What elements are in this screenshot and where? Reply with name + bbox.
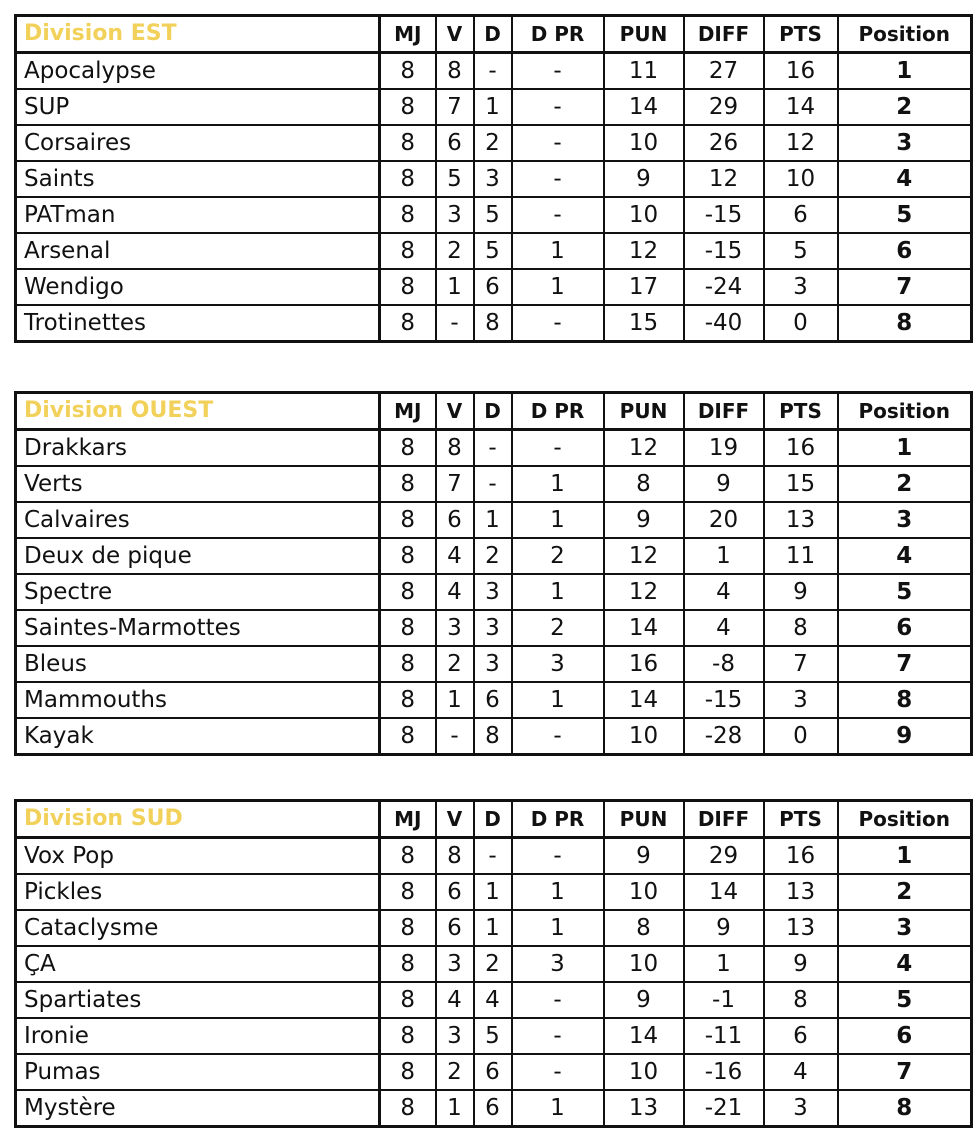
pts-value: 9 [764,574,838,610]
v-value: 2 [436,1054,474,1090]
pun-value: 9 [604,838,684,875]
team-name: Arsenal [16,233,380,269]
d-pr-value: - [512,53,604,90]
diff-value: -11 [684,1018,764,1054]
pts-value: 16 [764,838,838,875]
pun-value: 12 [604,538,684,574]
diff-value: -15 [684,682,764,718]
table-row [16,910,972,946]
position-value: 7 [838,269,972,305]
mj-value: 8 [380,1018,436,1054]
position-value: 1 [838,838,972,875]
d-value: 3 [474,610,512,646]
table-row [16,838,972,875]
table-row [16,430,972,467]
position-value: 4 [838,161,972,197]
pun-value: 11 [604,53,684,90]
diff-value: -16 [684,1054,764,1090]
diff-value: 29 [684,838,764,875]
header-row [16,16,972,53]
column-header-d-pr: D PR [512,393,604,430]
pun-value: 12 [604,430,684,467]
column-header-v: V [436,393,474,430]
table-row [16,682,972,718]
pun-value: 14 [604,89,684,125]
team-name: PATman [16,197,380,233]
v-value: 7 [436,466,474,502]
mj-value: 8 [380,269,436,305]
mj-value: 8 [380,574,436,610]
mj-value: 8 [380,430,436,467]
pts-value: 16 [764,430,838,467]
v-value: - [436,305,474,342]
pts-value: 5 [764,233,838,269]
position-value: 2 [838,466,972,502]
diff-value: 9 [684,466,764,502]
team-name: Ironie [16,1018,380,1054]
mj-value: 8 [380,502,436,538]
column-header-mj: MJ [380,801,436,838]
pts-value: 4 [764,1054,838,1090]
v-value: 6 [436,125,474,161]
column-header-position: Position [838,393,972,430]
team-name: Saintes-Marmottes [16,610,380,646]
d-value: 5 [474,1018,512,1054]
d-value: 8 [474,305,512,342]
d-pr-value: - [512,161,604,197]
pts-value: 8 [764,982,838,1018]
division-ouest-table [14,391,973,756]
team-name: SUP [16,89,380,125]
v-value: 3 [436,1018,474,1054]
pts-value: 8 [764,610,838,646]
d-pr-value: 3 [512,646,604,682]
pts-value: 3 [764,269,838,305]
mj-value: 8 [380,874,436,910]
position-value: 1 [838,53,972,90]
team-name: Vox Pop [16,838,380,875]
division-sud-table [14,799,973,1128]
v-value: 5 [436,161,474,197]
diff-value: 29 [684,89,764,125]
table-row [16,718,972,755]
d-pr-value: - [512,838,604,875]
d-value: 6 [474,682,512,718]
mj-value: 8 [380,1090,436,1127]
division-title: Division OUEST [16,393,380,430]
pts-value: 3 [764,682,838,718]
header-row [16,393,972,430]
d-pr-value: 1 [512,269,604,305]
column-header-position: Position [838,16,972,53]
v-value: 3 [436,197,474,233]
v-value: 3 [436,610,474,646]
d-value: - [474,53,512,90]
d-pr-value: - [512,197,604,233]
d-pr-value: - [512,125,604,161]
d-value: 6 [474,269,512,305]
diff-value: -1 [684,982,764,1018]
position-value: 3 [838,125,972,161]
pts-value: 13 [764,874,838,910]
mj-value: 8 [380,89,436,125]
column-header-pts: PTS [764,801,838,838]
pts-value: 16 [764,53,838,90]
v-value: 4 [436,982,474,1018]
column-header-pun: PUN [604,801,684,838]
v-value: 6 [436,910,474,946]
team-name: Mystère [16,1090,380,1127]
mj-value: 8 [380,1054,436,1090]
mj-value: 8 [380,53,436,90]
team-name: Verts [16,466,380,502]
position-value: 4 [838,538,972,574]
position-value: 9 [838,718,972,755]
mj-value: 8 [380,197,436,233]
pts-value: 9 [764,946,838,982]
table-row [16,89,972,125]
pun-value: 14 [604,682,684,718]
position-value: 2 [838,89,972,125]
table-row [16,1018,972,1054]
pun-value: 10 [604,125,684,161]
table-row [16,161,972,197]
mj-value: 8 [380,982,436,1018]
pts-value: 15 [764,466,838,502]
pts-value: 14 [764,89,838,125]
position-value: 3 [838,910,972,946]
v-value: 8 [436,838,474,875]
d-pr-value: 1 [512,233,604,269]
column-header-v: V [436,801,474,838]
position-value: 8 [838,682,972,718]
division-title: Division SUD [16,801,380,838]
team-name: ÇA [16,946,380,982]
d-value: 1 [474,910,512,946]
mj-value: 8 [380,538,436,574]
team-name: Drakkars [16,430,380,467]
d-pr-value: - [512,718,604,755]
v-value: - [436,718,474,755]
d-pr-value: - [512,982,604,1018]
pun-value: 9 [604,161,684,197]
v-value: 2 [436,646,474,682]
d-value: 1 [474,502,512,538]
diff-value: -28 [684,718,764,755]
table-row [16,946,972,982]
d-value: - [474,466,512,502]
pun-value: 12 [604,233,684,269]
pun-value: 9 [604,982,684,1018]
team-name: Spectre [16,574,380,610]
team-name: Wendigo [16,269,380,305]
d-pr-value: 1 [512,910,604,946]
pun-value: 14 [604,1018,684,1054]
column-header-diff: DIFF [684,801,764,838]
diff-value: 20 [684,502,764,538]
pun-value: 13 [604,1090,684,1127]
column-header-d: D [474,16,512,53]
d-value: - [474,430,512,467]
pts-value: 7 [764,646,838,682]
d-pr-value: 2 [512,610,604,646]
column-header-d-pr: D PR [512,801,604,838]
pts-value: 6 [764,1018,838,1054]
pun-value: 16 [604,646,684,682]
mj-value: 8 [380,682,436,718]
pts-value: 12 [764,125,838,161]
d-pr-value: 1 [512,1090,604,1127]
pun-value: 8 [604,466,684,502]
v-value: 1 [436,682,474,718]
position-value: 5 [838,574,972,610]
position-value: 6 [838,610,972,646]
table-row [16,646,972,682]
d-pr-value: 1 [512,874,604,910]
diff-value: -24 [684,269,764,305]
table-row [16,53,972,90]
team-name: Trotinettes [16,305,380,342]
team-name: Mammouths [16,682,380,718]
pts-value: 13 [764,502,838,538]
diff-value: 14 [684,874,764,910]
pts-value: 11 [764,538,838,574]
column-header-pun: PUN [604,16,684,53]
pts-value: 0 [764,305,838,342]
mj-value: 8 [380,718,436,755]
table-row [16,610,972,646]
table-row [16,874,972,910]
pun-value: 10 [604,718,684,755]
position-value: 3 [838,502,972,538]
diff-value: 19 [684,430,764,467]
v-value: 8 [436,53,474,90]
diff-value: 4 [684,574,764,610]
pun-value: 10 [604,1054,684,1090]
mj-value: 8 [380,910,436,946]
d-pr-value: - [512,430,604,467]
column-header-mj: MJ [380,16,436,53]
mj-value: 8 [380,161,436,197]
pun-value: 15 [604,305,684,342]
pun-value: 14 [604,610,684,646]
d-pr-value: - [512,1018,604,1054]
table-row [16,125,972,161]
column-header-v: V [436,16,474,53]
d-pr-value: 3 [512,946,604,982]
d-pr-value: 1 [512,682,604,718]
d-value: 3 [474,646,512,682]
d-value: 6 [474,1090,512,1127]
mj-value: 8 [380,610,436,646]
team-name: Calvaires [16,502,380,538]
mj-value: 8 [380,233,436,269]
v-value: 6 [436,502,474,538]
d-value: 2 [474,946,512,982]
pts-value: 0 [764,718,838,755]
d-pr-value: 1 [512,502,604,538]
d-value: 8 [474,718,512,755]
table-row [16,982,972,1018]
d-pr-value: - [512,1054,604,1090]
position-value: 8 [838,305,972,342]
d-pr-value: 2 [512,538,604,574]
table-row [16,269,972,305]
column-header-d: D [474,393,512,430]
d-pr-value: - [512,305,604,342]
pun-value: 10 [604,946,684,982]
pun-value: 17 [604,269,684,305]
column-header-pts: PTS [764,16,838,53]
d-value: 3 [474,161,512,197]
team-name: Pumas [16,1054,380,1090]
position-value: 6 [838,233,972,269]
mj-value: 8 [380,466,436,502]
team-name: Spartiates [16,982,380,1018]
v-value: 8 [436,430,474,467]
team-name: Apocalypse [16,53,380,90]
diff-value: 1 [684,538,764,574]
diff-value: -15 [684,197,764,233]
column-header-mj: MJ [380,393,436,430]
v-value: 3 [436,946,474,982]
d-value: 5 [474,197,512,233]
position-value: 5 [838,982,972,1018]
division-est-table [14,14,973,343]
column-header-diff: DIFF [684,16,764,53]
mj-value: 8 [380,946,436,982]
v-value: 6 [436,874,474,910]
table-row [16,197,972,233]
v-value: 1 [436,269,474,305]
table-row [16,466,972,502]
d-value: 4 [474,982,512,1018]
table-row [16,1090,972,1127]
v-value: 1 [436,1090,474,1127]
v-value: 2 [436,233,474,269]
d-pr-value: 1 [512,466,604,502]
team-name: Kayak [16,718,380,755]
d-value: - [474,838,512,875]
column-header-position: Position [838,801,972,838]
pts-value: 13 [764,910,838,946]
team-name: Deux de pique [16,538,380,574]
team-name: Saints [16,161,380,197]
mj-value: 8 [380,838,436,875]
team-name: Bleus [16,646,380,682]
position-value: 6 [838,1018,972,1054]
diff-value: -15 [684,233,764,269]
position-value: 7 [838,1054,972,1090]
column-header-pun: PUN [604,393,684,430]
table-row [16,538,972,574]
column-header-pts: PTS [764,393,838,430]
pun-value: 10 [604,197,684,233]
diff-value: 9 [684,910,764,946]
d-value: 3 [474,574,512,610]
column-header-diff: DIFF [684,393,764,430]
pun-value: 8 [604,910,684,946]
column-header-d: D [474,801,512,838]
pun-value: 12 [604,574,684,610]
team-name: Corsaires [16,125,380,161]
d-value: 2 [474,125,512,161]
diff-value: 27 [684,53,764,90]
d-pr-value: 1 [512,574,604,610]
table-row [16,233,972,269]
division-title: Division EST [16,16,380,53]
diff-value: 1 [684,946,764,982]
d-value: 6 [474,1054,512,1090]
diff-value: -8 [684,646,764,682]
mj-value: 8 [380,125,436,161]
diff-value: -21 [684,1090,764,1127]
position-value: 4 [838,946,972,982]
v-value: 4 [436,574,474,610]
table-row [16,574,972,610]
position-value: 5 [838,197,972,233]
position-value: 2 [838,874,972,910]
pts-value: 6 [764,197,838,233]
mj-value: 8 [380,646,436,682]
position-value: 8 [838,1090,972,1127]
d-value: 1 [474,874,512,910]
column-header-d-pr: D PR [512,16,604,53]
d-value: 1 [474,89,512,125]
team-name: Cataclysme [16,910,380,946]
position-value: 7 [838,646,972,682]
position-value: 1 [838,430,972,467]
pts-value: 3 [764,1090,838,1127]
header-row [16,801,972,838]
v-value: 7 [436,89,474,125]
diff-value: 12 [684,161,764,197]
d-pr-value: - [512,89,604,125]
pun-value: 10 [604,874,684,910]
table-row [16,502,972,538]
pun-value: 9 [604,502,684,538]
pts-value: 10 [764,161,838,197]
table-row [16,1054,972,1090]
diff-value: 26 [684,125,764,161]
team-name: Pickles [16,874,380,910]
d-value: 5 [474,233,512,269]
table-row [16,305,972,342]
mj-value: 8 [380,305,436,342]
v-value: 4 [436,538,474,574]
d-value: 2 [474,538,512,574]
diff-value: -40 [684,305,764,342]
diff-value: 4 [684,610,764,646]
